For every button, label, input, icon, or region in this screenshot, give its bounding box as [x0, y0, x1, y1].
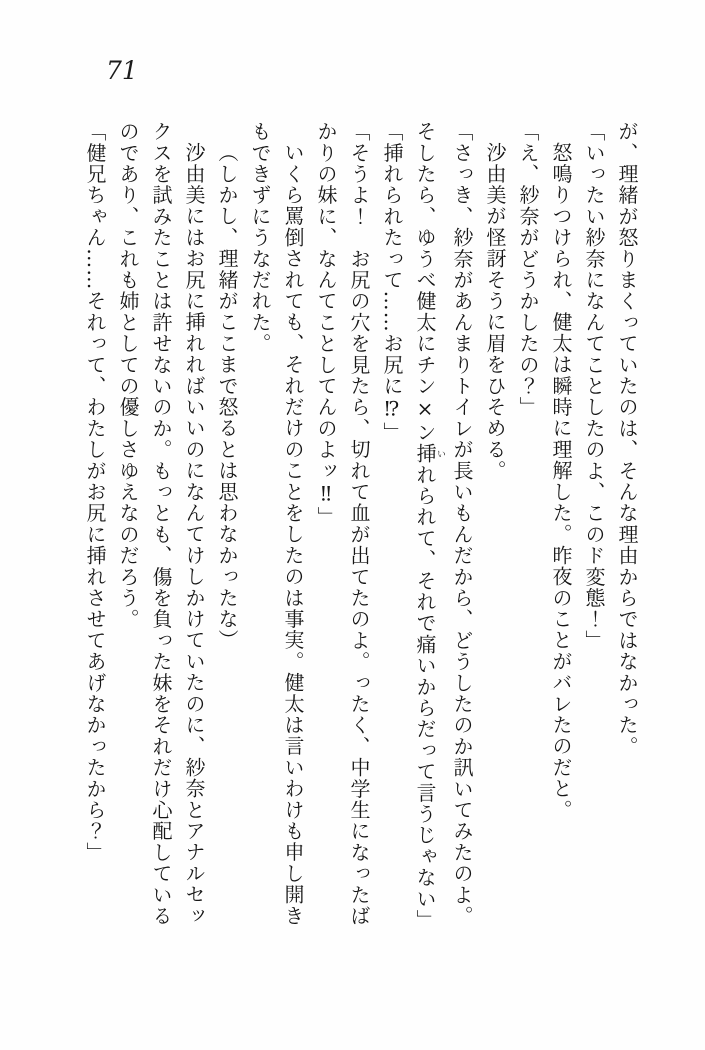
text-column: 「そうよ！ お尻の穴を見たら、切れて血が出てたのよ。ったく、中学生になったば [347, 121, 371, 927]
text-column: 「え、紗奈がどうかしたの？」 [516, 121, 540, 418]
text-column: クスを試みたことは許せないのか。もっとも、傷を負った妹をそれだけ心配している [149, 121, 173, 927]
text-column: のであり、これも姉としての優しさゆえなのだろう。 [116, 121, 140, 630]
text-column: 沙由美が怪訝そうに眉をひそめる。 [483, 142, 507, 482]
text-column: そしたら、ゆうべ健太にチン×ン挿いれられて、それで痛いからだって言うじゃない」 [413, 121, 445, 931]
text-column: いくら罵倒されても、それだけのことをしたのは事実。健太は言いわけも申し開き [281, 142, 305, 927]
text-column: かりの妹に、なんてことしてんのよッ‼」 [314, 121, 338, 528]
furigana: 挿い [413, 443, 445, 465]
text-column: 「健兄ちゃん……それって、わたしがお尻に挿れさせてあげなかったから？」 [83, 121, 107, 863]
text-column: 沙由美にはお尻に挿れればいいのになんてけしかけていたのに、紗奈とアナルセッ [182, 142, 206, 927]
text-column: 「いったい紗奈になんてことしたのよ、このド変態！」 [582, 121, 606, 651]
vertical-text-block [78, 121, 643, 949]
text-column: もできずにうなだれた。 [248, 121, 272, 355]
page-number: 71 [106, 56, 138, 85]
text-column: 「さっき、紗奈があんまりトイレが長いもんだから、どうしたのか訊いてみたのよ。 [450, 121, 474, 927]
text-column: （しかし、理緒がここまで怒るとは思わなかったな） [215, 142, 239, 651]
text-column: 怒鳴りつけられ、健太は瞬時に理解した。昨夜のことがバレたのだと。 [549, 142, 573, 821]
text-column: が、理緒が怒りまくっていたのは、そんな理由からではなかった。 [615, 121, 639, 757]
text-column: 「挿れられたって……お尻に⁉」 [380, 121, 404, 443]
